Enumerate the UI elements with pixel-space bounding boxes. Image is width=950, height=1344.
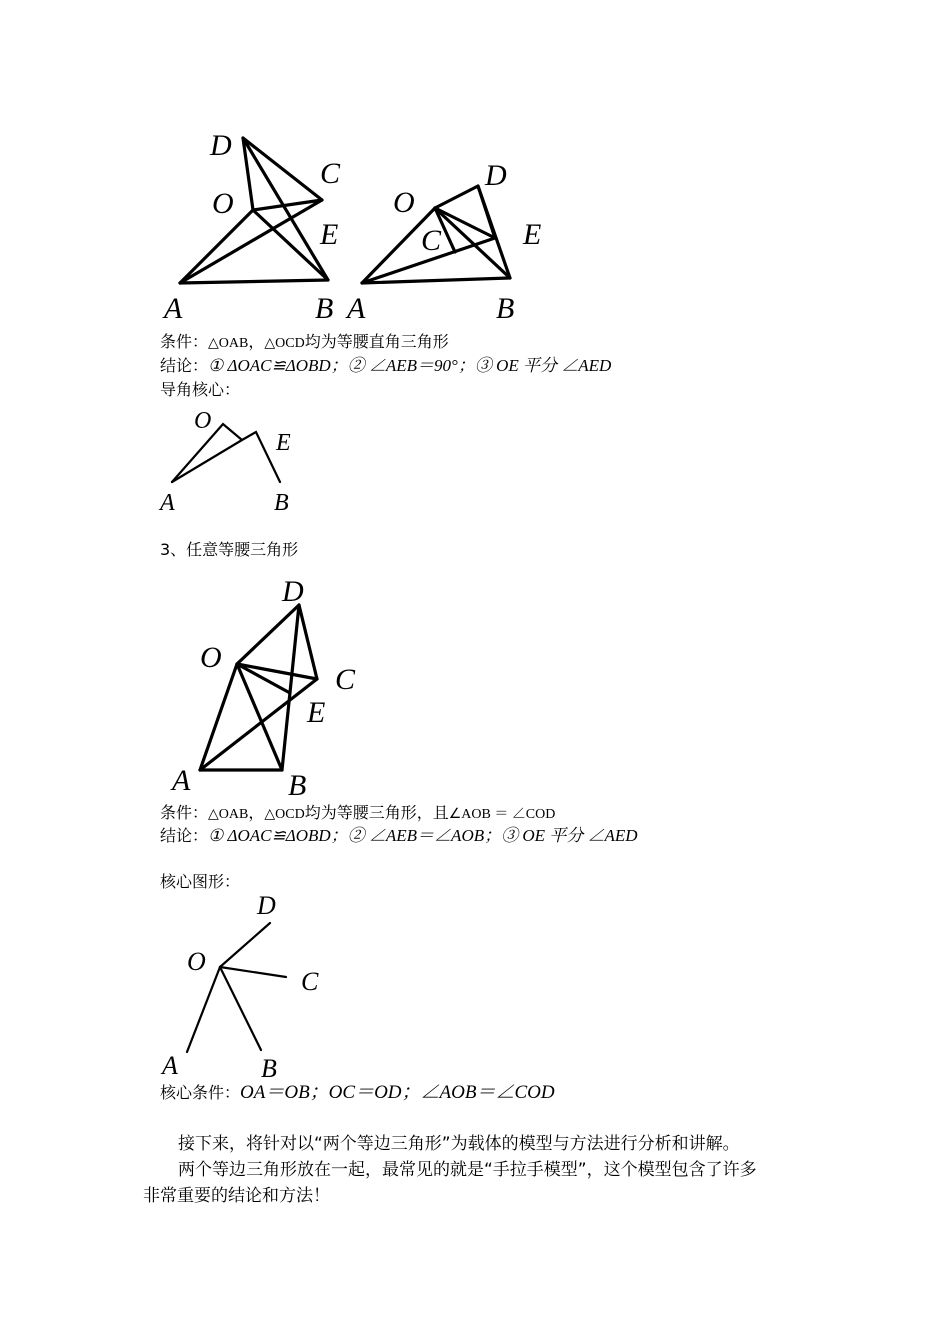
label-c: C (301, 967, 319, 996)
condition-label: 条件： (160, 803, 209, 822)
figure-core-angle (150, 400, 320, 520)
core-figure-label: 核心图形： (160, 872, 241, 891)
separator: ， (248, 803, 265, 822)
conclusion-congruent: ① ΔOAC≌ΔOBD (208, 826, 331, 845)
section-title: 3、任意等腰三角形 (160, 540, 299, 559)
paragraph-2-line-2: 非常重要的结论和方法！ (143, 1186, 330, 1206)
conclusion-label: 结论： (160, 826, 209, 845)
label-o: O (393, 186, 415, 219)
triangle-oab: △OAB (208, 807, 249, 822)
core-label: 导角核心： (160, 380, 241, 399)
figure-core-rays (150, 890, 350, 1085)
condition-line-1 (160, 332, 449, 354)
label-o: O (200, 641, 222, 674)
label-o: O (194, 408, 212, 434)
label-e: E (276, 430, 291, 456)
label-d: D (485, 159, 507, 192)
conclusion-bisector: ；③ OE 平分 ∠AED (457, 356, 612, 375)
label-e: E (307, 696, 326, 729)
conclusion-congruent: ① ΔOAC≌ΔOBD (208, 356, 331, 375)
label-d: D (257, 891, 276, 920)
label-c: C (320, 157, 341, 190)
label-b: B (274, 490, 289, 516)
condition-line-2 (160, 803, 555, 825)
triangle-oab: △OAB (208, 336, 249, 351)
core-condition-label: 核心条件： (160, 1083, 241, 1102)
figure-left (162, 129, 341, 325)
label-d: D (282, 575, 304, 608)
separator: ， (248, 332, 265, 351)
condition-text: 均为等腰三角形，且 (304, 803, 449, 822)
label-d: D (210, 129, 232, 162)
paragraph-1: 接下来，将针对以“两个等边三角形”为载体的模型与方法进行分析和讲解。 (178, 1134, 740, 1154)
figure-arbitrary-isosceles (160, 565, 380, 805)
eq-angles: ；∠AOB＝∠COD (401, 1082, 555, 1103)
label-a: A (172, 764, 191, 797)
label-a: A (160, 490, 175, 516)
triangle-ocd: △OCD (264, 336, 305, 351)
label-a: A (347, 292, 366, 325)
triangle-ocd: △OCD (264, 807, 305, 822)
label-e: E (320, 218, 339, 251)
label-b: B (315, 292, 334, 325)
label-a: A (162, 1051, 178, 1080)
conclusion-angle: ；② ∠AEB＝90° (330, 356, 458, 375)
eq-oa-ob: OA＝OB (240, 1082, 310, 1103)
conclusion-bisector: ；③ OE 平分 ∠AED (484, 826, 638, 845)
condition-label: 条件： (160, 332, 209, 351)
eq-oc-od: ；OC＝OD (309, 1082, 402, 1103)
conclusion-angle: ；② ∠AEB＝∠AOB (330, 826, 485, 845)
conclusion-line-2 (160, 826, 638, 846)
paragraph-2-line-1: 两个等边三角形放在一起，最常见的就是“手拉手模型”，这个模型包含了许多 (178, 1160, 757, 1180)
label-o: O (187, 947, 206, 976)
core-condition-line (160, 1083, 555, 1103)
label-c: C (421, 224, 442, 257)
label-a: A (164, 292, 183, 325)
figure-right-isosceles (150, 120, 570, 330)
label-e: E (523, 218, 542, 251)
conclusion-line-1 (160, 356, 611, 376)
label-b: B (261, 1054, 277, 1083)
figure-right (345, 159, 541, 325)
label-o: O (212, 187, 234, 220)
label-b: B (288, 769, 307, 802)
condition-angle: ∠AOB ＝ ∠COD (448, 807, 556, 822)
condition-text: 均为等腰直角三角形 (304, 332, 449, 351)
conclusion-label: 结论： (160, 356, 209, 375)
label-c: C (335, 663, 356, 696)
label-b: B (496, 292, 515, 325)
